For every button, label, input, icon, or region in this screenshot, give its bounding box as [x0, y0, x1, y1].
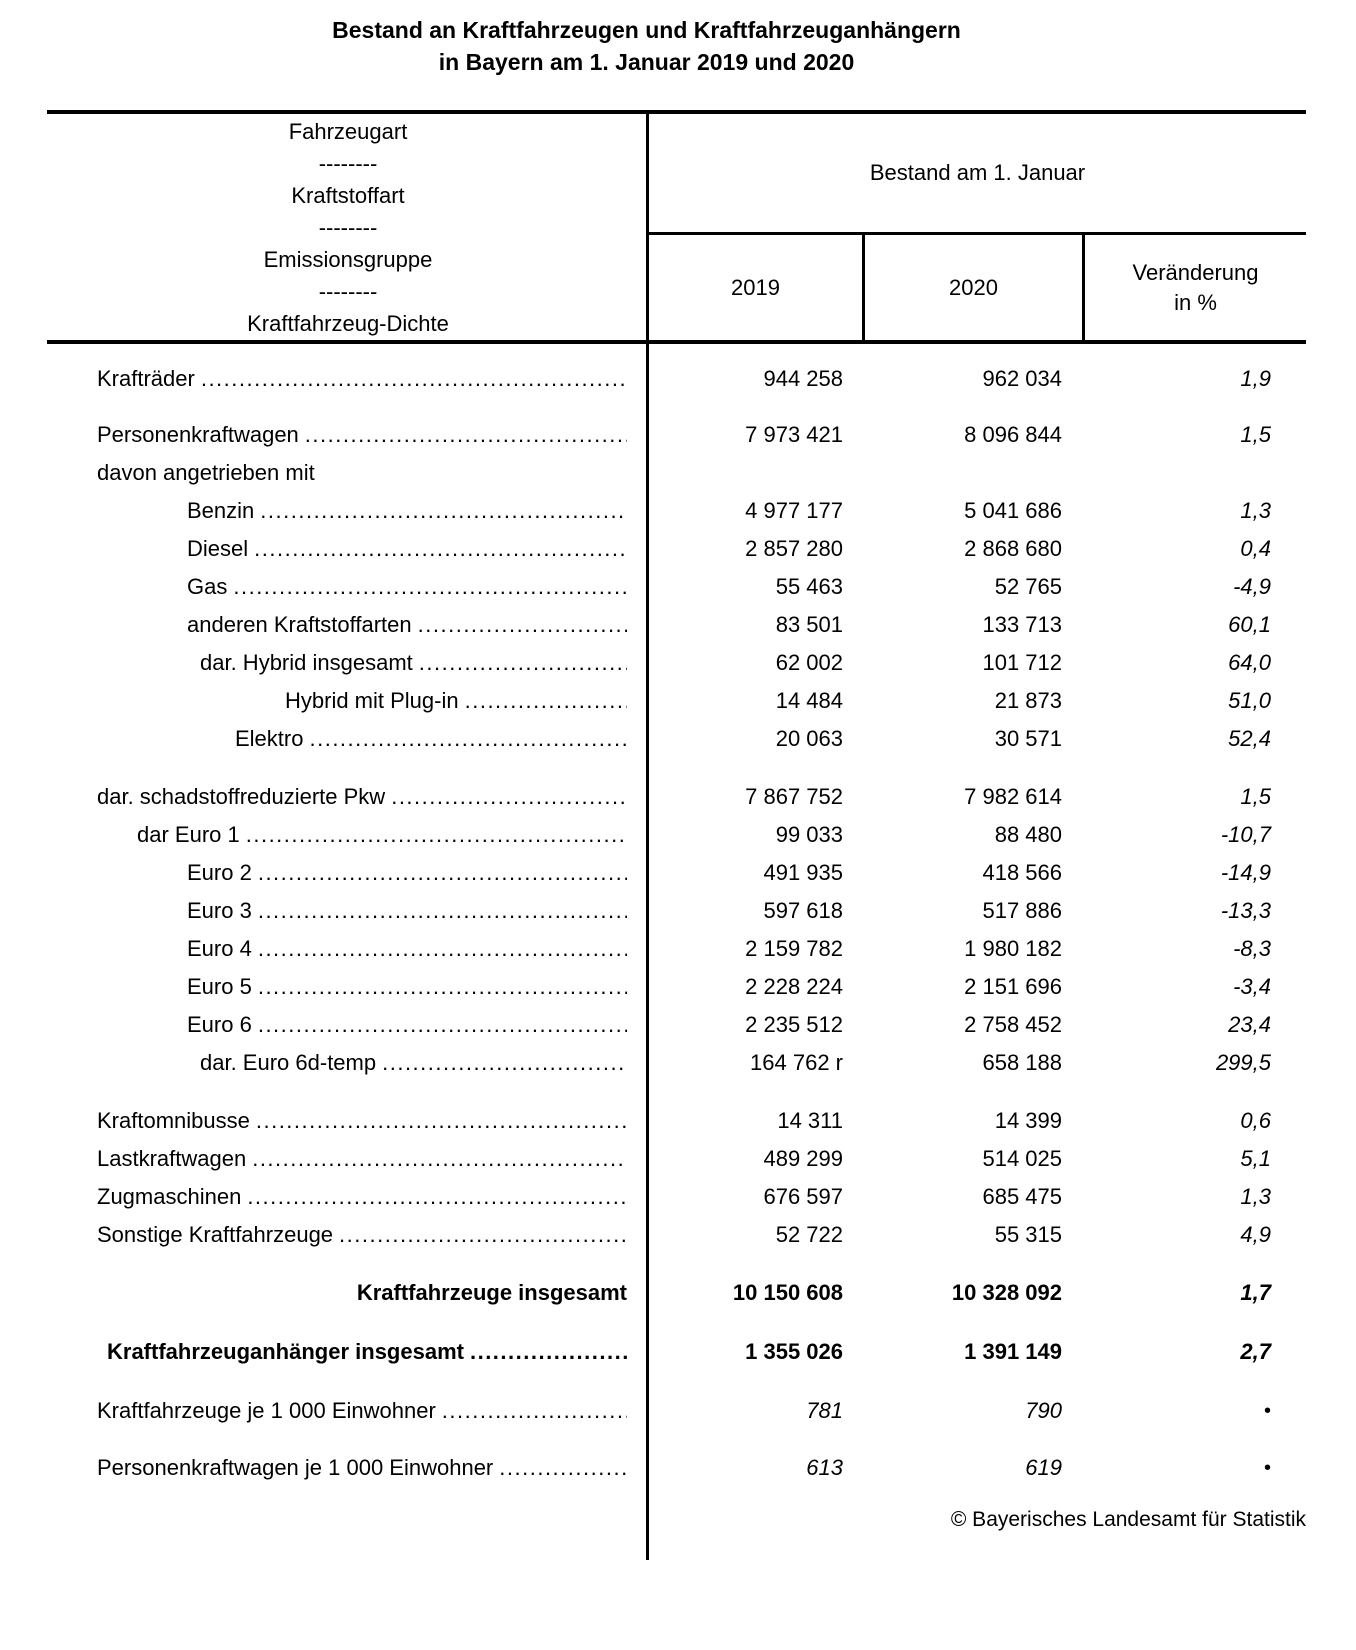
value-2020: 1 980 182 [964, 936, 1062, 961]
value-change: -8,3 [1233, 936, 1271, 961]
table-row [47, 930, 1306, 968]
row-label-text: Euro 5 [187, 974, 252, 999]
title-line-1: Bestand an Kraftfahrzeugen und Kraftfahrzeuganhängern [332, 17, 961, 43]
value-2019: 613 [806, 1455, 843, 1480]
value-2019: 491 935 [763, 860, 843, 885]
value-2019: 676 597 [763, 1184, 843, 1209]
row-label [47, 1140, 649, 1178]
row-label-text: Personenkraftwagen je 1 000 Einwohner [97, 1455, 494, 1480]
value-2020: 2 868 680 [964, 536, 1062, 561]
dot-leader [233, 568, 627, 606]
row-label [47, 1449, 649, 1487]
value-change: • [1263, 1400, 1271, 1422]
dot-leader [442, 1392, 627, 1430]
table-row [47, 1333, 1306, 1371]
row-label-text: Kraftfahrzeuge insgesamt [356, 1280, 627, 1305]
column-header-2020: 2020 [865, 235, 1085, 340]
column-header-change [1085, 235, 1306, 340]
dot-leader [305, 416, 627, 454]
value-2019: 55 463 [775, 574, 843, 599]
row-label-text: Lastkraftwagen [97, 1146, 247, 1171]
table-row [47, 682, 1306, 720]
row-label-text: Zugmaschinen [97, 1184, 242, 1209]
value-2020: 21 873 [994, 688, 1062, 713]
value-2019: 781 [806, 1398, 843, 1423]
value-2020: 418 566 [982, 860, 1062, 885]
value-change: 51,0 [1228, 688, 1271, 713]
statistics-table [47, 110, 1306, 1487]
row-label-text: Euro 2 [187, 860, 252, 885]
row-label [47, 682, 649, 720]
dot-leader [254, 530, 627, 568]
row-label [47, 892, 649, 930]
row-label-text: davon angetrieben mit [97, 460, 315, 485]
value-change: 1,9 [1240, 366, 1271, 391]
value-2019: 83 501 [775, 612, 843, 637]
row-label-text: Euro 4 [187, 936, 252, 961]
dot-leader [258, 968, 627, 1006]
row-label [47, 454, 649, 492]
value-change: 64,0 [1228, 650, 1271, 675]
table-row [47, 1140, 1306, 1178]
dot-leader [201, 360, 627, 398]
value-2020: 658 188 [982, 1050, 1062, 1075]
row-label [47, 1044, 649, 1082]
table-body [47, 344, 1306, 1487]
value-2019: 10 150 608 [732, 1280, 843, 1305]
value-change: 1,3 [1240, 1184, 1271, 1209]
table-row [47, 606, 1306, 644]
value-2019: 4 977 177 [745, 498, 843, 523]
value-change: 23,4 [1228, 1012, 1271, 1037]
row-label-text: Euro 3 [187, 898, 252, 923]
value-2020: 133 713 [982, 612, 1062, 637]
value-change: 299,5 [1215, 1050, 1271, 1075]
copyright-notice: © Bayerisches Landesamt für Statistik [950, 1508, 1306, 1531]
value-change: 1,7 [1240, 1280, 1271, 1305]
column-header-2019: 2019 [649, 235, 865, 340]
value-2019: 14 484 [775, 688, 843, 713]
row-label [47, 568, 649, 606]
row-label [47, 854, 649, 892]
value-2020: 5 041 686 [964, 498, 1062, 523]
table-row [47, 1102, 1306, 1140]
page-title [17, 14, 1276, 78]
dot-leader [391, 778, 627, 816]
row-label [47, 644, 649, 682]
value-change: -10,7 [1220, 822, 1271, 847]
dot-leader [252, 1140, 627, 1178]
value-change: 0,4 [1240, 536, 1271, 561]
header-separator: -------- [318, 279, 378, 304]
value-2020: 14 399 [994, 1108, 1062, 1133]
row-label [47, 1333, 649, 1371]
row-label-text: Kraftfahrzeuge je 1 000 Einwohner [97, 1398, 436, 1423]
value-2020: 2 151 696 [964, 974, 1062, 999]
dot-leader [258, 892, 627, 930]
value-change: 1,5 [1240, 784, 1271, 809]
row-label-text: Krafträder [97, 366, 195, 391]
dot-leader [382, 1044, 627, 1082]
row-label-text: Gas [187, 574, 228, 599]
value-2020 [865, 454, 1085, 492]
row-label [47, 720, 649, 758]
header-year-columns [649, 235, 1306, 340]
row-label-text: dar Euro 1 [137, 822, 240, 847]
header-fahrzeugart: Fahrzeugart [288, 119, 408, 144]
value-2020: 517 886 [982, 898, 1062, 923]
value-change: -13,3 [1220, 898, 1271, 923]
table-row [47, 568, 1306, 606]
value-change: 52,4 [1228, 726, 1271, 751]
value-2019 [649, 454, 865, 492]
row-label-text: Personenkraftwagen [97, 422, 299, 447]
value-2020: 1 391 149 [964, 1339, 1062, 1364]
value-change: -14,9 [1220, 860, 1271, 885]
value-2019: 14 311 [777, 1108, 843, 1133]
value-2020: 790 [1025, 1398, 1062, 1423]
value-2019: 489 299 [763, 1146, 843, 1171]
row-label-text: Diesel [187, 536, 249, 561]
dot-leader [258, 1006, 627, 1044]
value-2019: 20 063 [775, 726, 843, 751]
table-row [47, 1044, 1306, 1082]
row-label-text: Kraftomnibusse [97, 1108, 250, 1133]
row-label [47, 968, 649, 1006]
value-2020: 962 034 [982, 366, 1062, 391]
table-row [47, 530, 1306, 568]
dot-leader [246, 816, 627, 854]
header-bestand-label: Bestand am 1. Januar [649, 114, 1306, 235]
value-2020: 8 096 844 [964, 422, 1062, 447]
row-label [47, 1392, 649, 1430]
table-row [47, 816, 1306, 854]
header-kraftstoffart: Kraftstoffart [291, 183, 405, 208]
table-row [47, 454, 1306, 492]
dot-leader [247, 1178, 627, 1216]
dot-leader [419, 644, 627, 682]
row-label [47, 416, 649, 454]
value-2020: 55 315 [994, 1222, 1062, 1247]
row-label [47, 1274, 649, 1312]
value-2020: 10 328 092 [951, 1280, 1062, 1305]
column-header-change-line2: in % [1174, 289, 1217, 315]
row-label-text: dar. schadstoffreduzierte Pkw [97, 784, 386, 809]
value-change: 0,6 [1240, 1108, 1271, 1133]
dot-leader [260, 492, 627, 530]
table-row [47, 778, 1306, 816]
row-label-text: dar. Euro 6d-temp [200, 1050, 377, 1075]
row-label-text: Benzin [187, 498, 255, 523]
header-separator: -------- [318, 151, 378, 176]
value-2020: 2 758 452 [964, 1012, 1062, 1037]
row-label-text: Elektro [235, 726, 304, 751]
value-change: 2,7 [1240, 1339, 1271, 1364]
row-label-text: Euro 6 [187, 1012, 252, 1037]
table-row [47, 854, 1306, 892]
header-dichte: Kraftfahrzeug-Dichte [247, 311, 449, 336]
dot-leader [470, 1333, 627, 1371]
row-label-text: Kraftfahrzeuganhänger insgesamt [107, 1339, 464, 1364]
row-label-text: Sonstige Kraftfahrzeuge [97, 1222, 334, 1247]
table-row [47, 416, 1306, 454]
table-row [47, 1006, 1306, 1044]
row-label [47, 1178, 649, 1216]
table-row [47, 360, 1306, 398]
dot-leader [256, 1102, 627, 1140]
dot-leader [258, 854, 627, 892]
row-label-text: dar. Hybrid insgesamt [200, 650, 413, 675]
value-2020: 101 712 [982, 650, 1062, 675]
value-2020: 88 480 [994, 822, 1062, 847]
table-row [47, 720, 1306, 758]
value-change: 4,9 [1240, 1222, 1271, 1247]
table-row [47, 1216, 1306, 1254]
value-2020: 52 765 [994, 574, 1062, 599]
dot-leader [258, 930, 627, 968]
row-label [47, 492, 649, 530]
row-label [47, 530, 649, 568]
row-label [47, 930, 649, 968]
value-2019: 52 722 [775, 1222, 843, 1247]
value-change: -4,9 [1233, 574, 1271, 599]
table-row [47, 492, 1306, 530]
dot-leader [418, 606, 627, 644]
value-change [1085, 454, 1306, 492]
header-emissionsgruppe: Emissionsgruppe [263, 247, 433, 272]
dot-leader [499, 1449, 627, 1487]
table-row [47, 1178, 1306, 1216]
table-row [47, 1392, 1306, 1430]
row-label-text: Hybrid mit Plug-in [285, 688, 459, 713]
dot-leader [309, 720, 627, 758]
value-2020: 619 [1025, 1455, 1062, 1480]
row-label [47, 360, 649, 398]
value-2019: 1 355 026 [745, 1339, 843, 1364]
value-change: • [1263, 1457, 1271, 1479]
value-2019: 2 228 224 [745, 974, 843, 999]
header-row-dimension [47, 114, 649, 340]
value-change: 1,5 [1240, 422, 1271, 447]
table-row [47, 644, 1306, 682]
value-2019: 7 867 752 [745, 784, 843, 809]
value-2020: 514 025 [982, 1146, 1062, 1171]
table-row [47, 892, 1306, 930]
table-row [47, 968, 1306, 1006]
row-label [47, 1216, 649, 1254]
value-2019: 2 857 280 [745, 536, 843, 561]
value-change: 60,1 [1228, 612, 1271, 637]
row-label [47, 1102, 649, 1140]
dot-leader [465, 682, 627, 720]
value-2019: 164 762 r [750, 1050, 843, 1075]
header-values-group [649, 114, 1306, 340]
value-2020: 685 475 [982, 1184, 1062, 1209]
value-2019: 62 002 [775, 650, 843, 675]
table-row [47, 1449, 1306, 1487]
row-label [47, 816, 649, 854]
row-label-text: anderen Kraftstoffarten [187, 612, 412, 637]
value-change: 1,3 [1240, 498, 1271, 523]
row-label [47, 606, 649, 644]
header-separator: -------- [318, 215, 378, 240]
table-row [47, 1274, 1306, 1312]
row-label [47, 1006, 649, 1044]
row-label [47, 778, 649, 816]
value-2019: 597 618 [763, 898, 843, 923]
value-change: 5,1 [1240, 1146, 1271, 1171]
value-2019: 944 258 [763, 366, 843, 391]
value-2020: 30 571 [994, 726, 1062, 751]
value-2019: 99 033 [775, 822, 843, 847]
dot-leader [339, 1216, 627, 1254]
column-divider-rule [646, 110, 649, 1560]
value-2019: 2 159 782 [745, 936, 843, 961]
value-change: -3,4 [1233, 974, 1271, 999]
table-header [47, 110, 1306, 344]
value-2020: 7 982 614 [964, 784, 1062, 809]
title-line-2: in Bayern am 1. Januar 2019 und 2020 [438, 49, 855, 75]
value-2019: 7 973 421 [745, 422, 843, 447]
value-2019: 2 235 512 [745, 1012, 843, 1037]
column-header-change-line1: Veränderung [1132, 259, 1259, 285]
